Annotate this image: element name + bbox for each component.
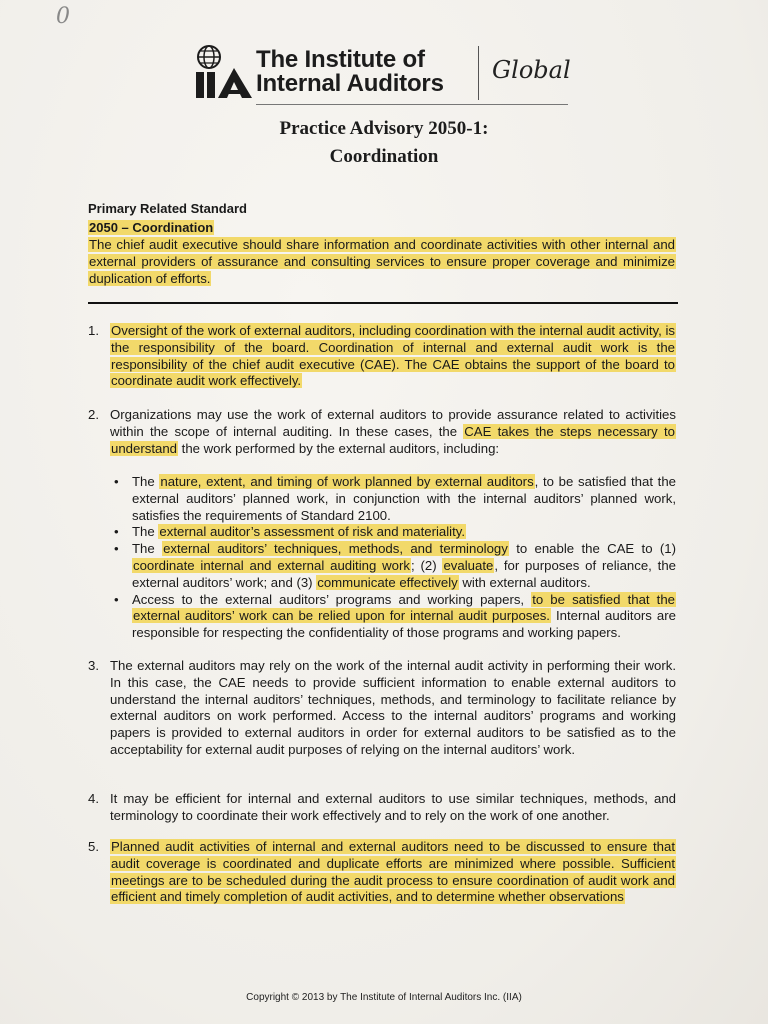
bullet-dot: • xyxy=(114,474,119,489)
bullet-highlight: evaluate xyxy=(443,557,494,573)
bullet-text-part: to enable the CAE to (1) xyxy=(508,541,676,557)
paragraph-number: 5. xyxy=(88,839,99,854)
bullet-text-part: Access to the external auditors’ programs and working papers, xyxy=(132,591,532,607)
iia-globe-logo-icon xyxy=(194,42,254,100)
bullet-dot: • xyxy=(114,591,119,607)
bullet-text-part: The xyxy=(132,524,159,540)
logo-region: Global xyxy=(492,56,571,84)
logo-underline xyxy=(256,104,568,105)
bullet-text-part: , for purposes of reliance, the external auditors’ work; and (3) xyxy=(132,557,677,590)
bullet-text-part: , to be satisfied that the external auditors’ planned work, in conjunction with the internal auditors’ planned work, satisfies the requirements of Standard 2100. xyxy=(132,474,676,523)
paragraph-text: The external auditors may rely on the work of the internal audit activity in performing their work. In this case, the CAE needs to provide sufficient information to enable external auditors to understand the internal auditors’ techniques, methods, and terminology to facilitate reliance by external auditors on work performed. Access to the internal auditors’ programs and working papers is provided to external auditors in order for external auditors to be satisfied as to the acceptability for external audit purposes of relying on the internal auditors’ work. xyxy=(110,658,676,757)
bullet-item xyxy=(110,524,676,541)
paragraph-text xyxy=(110,323,676,390)
logo-name-line1: The Institute of xyxy=(256,46,425,73)
bullet-highlight: external auditors’ techniques, methods, and terminology xyxy=(163,541,508,557)
bullet-text-part: with external auditors. xyxy=(458,574,591,590)
bullet-item xyxy=(110,541,676,591)
section-divider xyxy=(88,302,678,304)
primary-standard-label: Primary Related Standard xyxy=(88,201,247,216)
paragraph-highlight: Oversight of the work of external auditors, including coordination with the internal audit activity, is the responsibility of the board. Coordination of internal and external audit work is the responsibility of the chief audit executive (CAE). The CAE obtains the support of the board to coordinate audit work effectively. xyxy=(111,323,675,389)
bullet-dot: • xyxy=(114,541,119,557)
handwritten-page-mark: 0 xyxy=(56,4,70,29)
bullet-text-part: ; (2) xyxy=(411,557,443,573)
standard-number-label xyxy=(88,220,676,237)
standard-text-highlight: The chief audit executive should share information and coordinate activities with other internal and external providers of assurance and consulting services to ensure proper coverage and minimize duplication of efforts. xyxy=(89,237,675,286)
paragraph-number: 1. xyxy=(88,323,99,338)
paragraph-text xyxy=(110,839,676,906)
bullet-highlight: communicate effectively xyxy=(317,574,458,590)
standard-text xyxy=(88,237,676,287)
iia-logo xyxy=(194,42,574,112)
bullet-highlight: nature, extent, and timing of work planned by external auditors xyxy=(160,474,534,489)
bullet-highlight: coordinate internal and external auditing work xyxy=(133,557,410,573)
paragraph-text-part: Organizations may use the work of external auditors to provide assurance related to activities within the scope of internal auditing. In these cases, the xyxy=(110,407,676,439)
paragraph-highlight: CAE takes the steps necessary to understand xyxy=(111,423,675,456)
bullet-highlight: to be satisfied that the external auditors’ work can be relied upon for internal audit purposes. xyxy=(133,591,676,624)
bullet-text-part: The xyxy=(132,541,163,557)
document-subtitle: Coordination xyxy=(329,146,439,167)
paragraph-number: 3. xyxy=(88,658,99,673)
paragraph-number: 2. xyxy=(88,407,99,422)
paragraph-highlight: Planned audit activities of internal and external auditors need to be discussed to ensure that audit coverage is coordinated and duplicate efforts are minimized where possible. Sufficient meetings are to be scheduled during the audit process to ensure coordination of audit work and efficient and timely completion of audit activities, and to determine whether observations xyxy=(111,839,675,905)
standard-number-highlight: 2050 – Coordination xyxy=(89,220,214,235)
bullet-text-part: Internal auditors are responsible for respecting the confidentiality of those programs and working papers. xyxy=(132,608,676,641)
bullet-item xyxy=(110,474,676,524)
copyright-footer: Copyright © 2013 by The Institute of Internal Auditors Inc. (IIA) xyxy=(246,992,522,1003)
bullet-highlight: external auditor’s assessment of risk and materiality. xyxy=(159,524,466,540)
logo-divider xyxy=(478,46,479,100)
paragraph-number: 4. xyxy=(88,791,99,806)
paragraph-text xyxy=(110,407,676,457)
paragraph-text: It may be efficient for internal and external auditors to use similar techniques, methods, and terminology to coordinate their work effectively and to rely on the work of one another. xyxy=(110,791,676,823)
document-title: Practice Advisory 2050-1: xyxy=(279,118,489,139)
logo-name-line2: Internal Auditors xyxy=(256,70,444,97)
bullet-dot: • xyxy=(114,524,119,540)
paragraph-text-part: the work performed by the external auditors, including: xyxy=(178,440,500,456)
bullet-item xyxy=(110,592,676,642)
logo-organization-name xyxy=(256,48,444,96)
bullet-list xyxy=(110,474,676,642)
bullet-text-part: The xyxy=(132,474,160,489)
